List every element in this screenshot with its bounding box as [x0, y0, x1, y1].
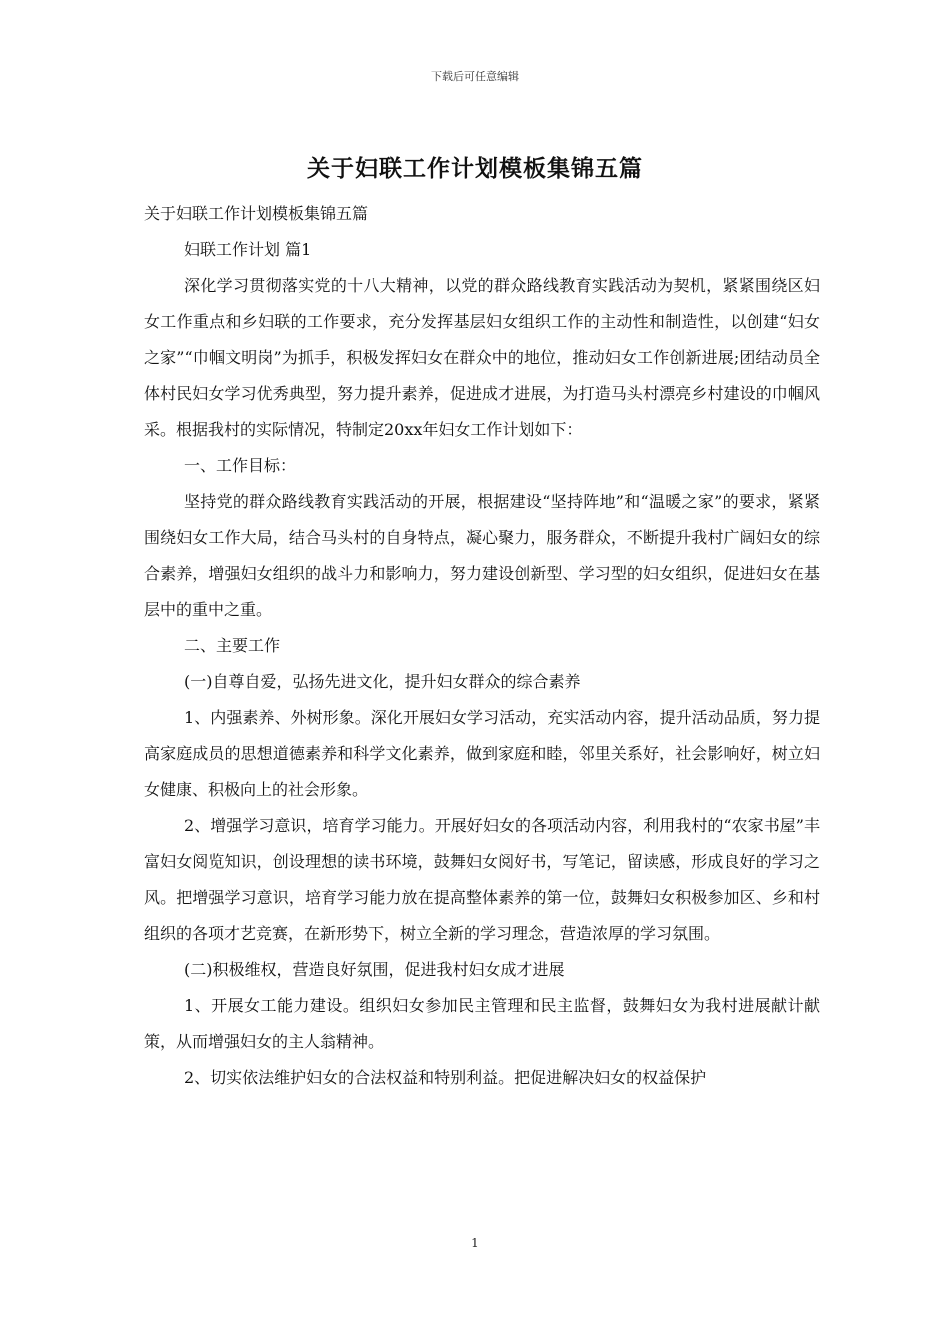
body-paragraph: 2、增强学习意识，培育学习能力。开展好妇女的各项活动内容，利用我村的“农家书屋”丰富妇女阅览知识，创设理想的读书环境，鼓舞妇女阅好书，写笔记，留读感，形成良好的学习之风。把增强学习意识，培育学习能力放在提高整体素养的第一位，鼓舞妇女积极参加区、乡和村组织的各项才艺竞赛，在新形势下，树立全新的学习理念，营造浓厚的学习氛围。 — [144, 816, 820, 943]
section-heading-main-work: 二、主要工作 — [184, 636, 281, 655]
subsection-heading: (一)自尊自爱，弘扬先进文化，提升妇女群众的综合素养 — [184, 672, 581, 691]
section-heading-plan-1: 妇联工作计划 篇1 — [184, 240, 312, 259]
body-paragraph: 深化学习贯彻落实党的十八大精神，以党的群众路线教育实践活动为契机，紧紧围绕区妇女工作重点和乡妇联的工作要求，充分发挥基层妇女组织工作的主动性和制造性，以创建“妇女之家”“巾帼文明岗”为抓手，积极发挥妇女在群众中的地位，推动妇女工作创新进展;团结动员全体村民妇女学习优秀典型，努力提升素养，促进成才进展，为打造马头村漂亮乡村建设的巾帼风采。根据我村的实际情况，特制定20xx年妇女工作计划如下： — [144, 276, 820, 439]
body-paragraph: 2、切实依法维护妇女的合法权益和特别利益。把促进解决妇女的权益保护 — [184, 1068, 707, 1087]
body-paragraph: 坚持党的群众路线教育实践活动的开展，根据建设“坚持阵地”和“温暖之家”的要求，紧紧围绕妇女工作大局，结合马头村的自身特点，凝心聚力，服务群众，不断提升我村广阔妇女的综合素养，增强妇女组织的战斗力和影响力，努力建设创新型、学习型的妇女组织，促进妇女在基层中的重中之重。 — [144, 492, 820, 619]
subsection-heading: (二)积极维权，营造良好氛围，促进我村妇女成才进展 — [184, 960, 565, 979]
section-heading-goals: 一、工作目标： — [184, 456, 297, 475]
body-paragraph: 1、内强素养、外树形象。深化开展妇女学习活动，充实活动内容，提升活动品质，努力提高家庭成员的思想道德素养和科学文化素养，做到家庭和睦，邻里关系好，社会影响好，树立妇女健康、积极向上的社会形象。 — [144, 708, 820, 799]
page-number: 1 — [471, 1236, 479, 1250]
subtitle-paragraph: 关于妇联工作计划模板集锦五篇 — [144, 204, 369, 223]
document-title: 关于妇联工作计划模板集锦五篇 — [307, 155, 643, 182]
document-body — [144, 196, 820, 1096]
page-header-note: 下载后可任意编辑 — [431, 70, 519, 83]
body-paragraph: 1、开展女工能力建设。组织妇女参加民主管理和民主监督，鼓舞妇女为我村进展献计献策，从而增强妇女的主人翁精神。 — [144, 996, 820, 1051]
